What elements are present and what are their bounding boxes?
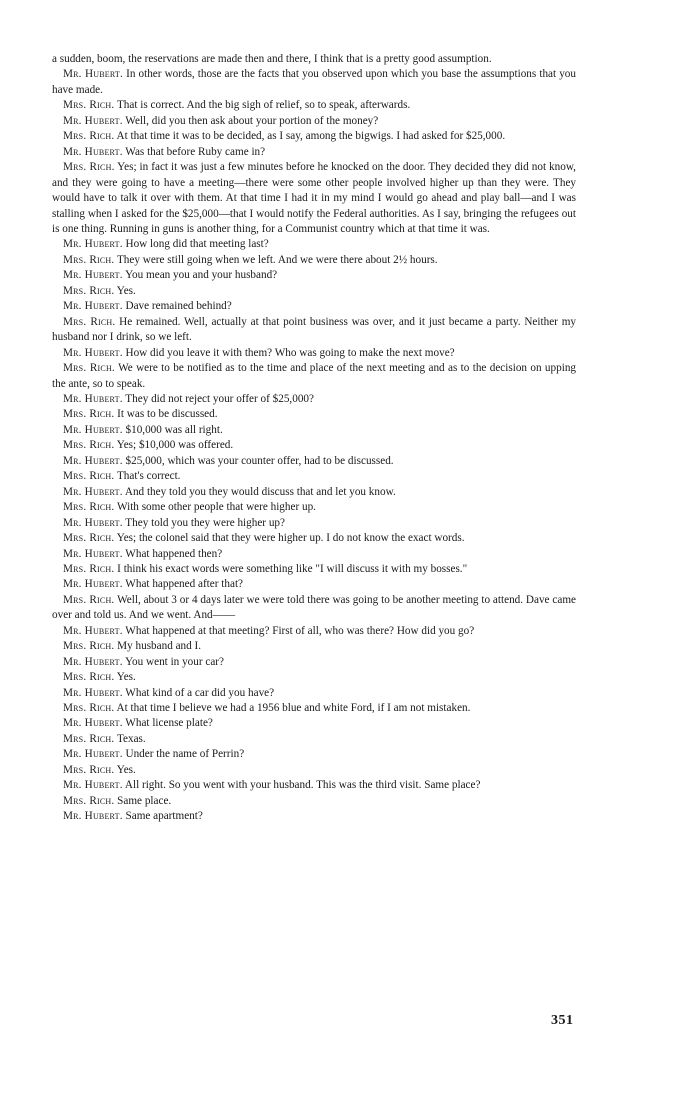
testimony-paragraph [52,485,576,500]
testimony-paragraph [52,160,576,237]
speech-text: How long did that meeting last? [122,238,269,251]
speaker-name: Mr. Hubert. [63,748,123,761]
speech-text: With some other people that were higher up. [114,501,316,514]
speaker-name: Mr. Hubert. [63,346,123,359]
speaker-name: Mrs. Rich. [63,439,115,452]
testimony-paragraph [52,67,576,98]
testimony-paragraph [52,547,576,562]
speaker-name: Mrs. Rich. [63,640,115,653]
speaker-name: Mr. Hubert. [63,810,123,823]
testimony-paragraph [52,268,576,283]
testimony-paragraph [52,237,576,252]
testimony-paragraph [52,686,576,701]
testimony-paragraph [52,809,576,824]
speech-text: Same place. [114,794,172,807]
speaker-name: Mr. Hubert. [63,547,123,560]
testimony-paragraph [52,392,576,407]
speech-text: You mean you and your husband? [122,269,278,282]
testimony-paragraph [52,299,576,314]
testimony-paragraph [52,346,576,361]
speech-text: Dave remained behind? [122,300,232,313]
speaker-name: Mrs. Rich. [63,284,115,297]
testimony-paragraph [52,423,576,438]
testimony-paragraph [52,732,576,747]
page-number: 351 [551,1013,574,1028]
speech-text: In other words, those are the facts that you observed upon which you base the assumptions that you have made. [52,68,576,96]
speaker-name: Mr. Hubert. [63,485,123,498]
testimony-paragraph [52,500,576,515]
speaker-name: Mrs. Rich. [63,362,115,375]
speaker-name: Mr. Hubert. [63,717,123,730]
testimony-paragraph [52,315,576,346]
speech-text: What license plate? [122,717,213,730]
speech-text: What happened at that meeting? First of all, who was there? How did you go? [122,624,475,637]
testimony-paragraph [52,562,576,577]
testimony-paragraph [52,253,576,268]
testimony-paragraph [52,284,576,299]
speaker-name: Mrs. Rich. [63,501,115,514]
speaker-name: Mrs. Rich. [63,562,115,575]
testimony-paragraph [52,577,576,592]
speech-text: At that time I believe we had a 1956 blue and white Ford, if I am not mistaken. [114,702,471,715]
testimony-paragraph [52,145,576,160]
speech-text: He remained. Well, actually at that point business was over, and it just became a party. Neither my husband nor I drink, so we left. [52,315,576,344]
speaker-name: Mrs. Rich. [63,161,115,174]
speaker-name: Mrs. Rich. [63,593,115,606]
speech-text: a sudden, boom, the reservations are made then and there, I think that is a pretty good assumption. [52,53,492,65]
speaker-name: Mr. Hubert. [63,779,123,792]
speech-text: They were still going when we left. And we were there about 2½ hours. [114,253,438,266]
speaker-name: Mr. Hubert. [63,686,123,699]
speech-text: Same apartment? [122,810,203,823]
testimony-paragraph [52,129,576,144]
testimony-paragraph [52,52,576,67]
testimony-paragraph [52,114,576,129]
speaker-name: Mrs. Rich. [63,130,115,143]
testimony-paragraph [52,361,576,392]
speech-text: What happened then? [122,547,223,560]
speech-text: $25,000, which was your counter offer, had to be discussed. [122,454,394,467]
testimony-paragraph [52,763,576,778]
testimony-paragraph [52,98,576,113]
testimony-paragraph [52,454,576,469]
testimony-paragraph [52,716,576,731]
testimony-paragraph [52,639,576,654]
speaker-name: Mr. Hubert. [63,516,123,529]
speaker-name: Mr. Hubert. [63,238,123,251]
speech-text: Yes. [114,284,136,297]
speaker-name: Mr. Hubert. [63,454,123,467]
speech-text: How did you leave it with them? Who was going to make the next move? [122,346,455,359]
speaker-name: Mr. Hubert. [63,114,123,127]
speaker-name: Mr. Hubert. [63,300,123,313]
speaker-name: Mrs. Rich. [63,763,115,776]
speech-text: Yes. [114,671,136,684]
speech-text: Was that before Ruby came in? [122,145,266,158]
speaker-name: Mrs. Rich. [63,671,115,684]
speaker-name: Mr. Hubert. [63,392,123,405]
speech-text: At that time it was to be decided, as I say, among the bigwigs. I had asked for $25,000. [114,130,506,143]
testimony-paragraph [52,624,576,639]
speaker-name: Mr. Hubert. [63,68,123,81]
speech-text: We were to be notified as to the time and place of the next meeting and as to the decision on upping the ante, so to speak. [52,362,577,390]
speaker-name: Mr. Hubert. [63,578,123,591]
speaker-name: Mr. Hubert. [63,269,123,282]
testimony-paragraph [52,469,576,484]
speech-text: Well, did you then ask about your portion of the money? [122,114,379,127]
testimony-paragraph [52,778,576,793]
testimony-paragraph [52,747,576,762]
testimony-paragraph [52,701,576,716]
testimony-paragraph [52,593,576,624]
speech-text: Under the name of Perrin? [122,748,245,761]
speaker-name: Mrs. Rich. [63,253,115,266]
speech-text: Yes; in fact it was just a few minutes before he knocked on the door. They decided they did not know, and they were going to have a meeting—there were some other people involved higher up than they were. They would have to talk it over with them. At that time I had it in my mind I would go ahead and play ball—and I was stalling when I asked for the $25,000—that I would notify the Federal authorities. As I say, bringing the refugees out is one thing. Running in guns is another thing, for a Communist country which at that time it was. [52,161,576,235]
speech-text: Well, about 3 or 4 days later we were told there was going to be another meeting to attend. Dave came over and told us. And we went. And—— [52,593,576,622]
speech-text: All right. So you went with your husband. This was the third visit. Same place? [122,779,481,792]
testimony-paragraph [52,407,576,422]
speaker-name: Mrs. Rich. [63,99,115,112]
speech-text: That's correct. [114,470,181,483]
testimony-paragraph [52,531,576,546]
speech-text: $10,000 was all right. [122,423,223,436]
speech-text: That is correct. And the big sigh of relief, so to speak, afterwards. [114,99,411,112]
speech-text: And they told you they would discuss that and let you know. [122,485,396,498]
speaker-name: Mrs. Rich. [63,794,115,807]
speaker-name: Mr. Hubert. [63,145,123,158]
speaker-name: Mrs. Rich. [63,702,115,715]
testimony-paragraph [52,655,576,670]
speaker-name: Mrs. Rich. [63,470,115,483]
speaker-name: Mrs. Rich. [63,408,115,421]
speaker-name: Mr. Hubert. [63,655,123,668]
speech-text: Yes; the colonel said that they were higher up. I do not know the exact words. [114,532,465,545]
speaker-name: Mr. Hubert. [63,423,123,436]
speech-text: My husband and I. [114,640,202,653]
speaker-name: Mrs. Rich. [63,732,115,745]
speech-text: It was to be discussed. [114,408,218,421]
speech-text: Yes; $10,000 was offered. [114,439,234,452]
speaker-name: Mrs. Rich. [63,532,115,545]
speech-text: Texas. [114,732,146,745]
speech-text: What kind of a car did you have? [122,686,275,699]
speech-text: Yes. [114,763,136,776]
speaker-name: Mr. Hubert. [63,624,123,637]
speech-text: I think his exact words were something like "I will discuss it with my bosses." [114,562,468,575]
testimony-text [52,52,576,825]
testimony-paragraph [52,794,576,809]
testimony-paragraph [52,670,576,685]
speech-text: They did not reject your offer of $25,000? [122,392,314,405]
speaker-name: Mrs. Rich. [63,315,116,328]
testimony-paragraph [52,438,576,453]
testimony-paragraph [52,516,576,531]
speech-text: They told you they were higher up? [122,516,285,529]
speech-text: You went in your car? [122,655,224,668]
speech-text: What happened after that? [122,578,244,591]
